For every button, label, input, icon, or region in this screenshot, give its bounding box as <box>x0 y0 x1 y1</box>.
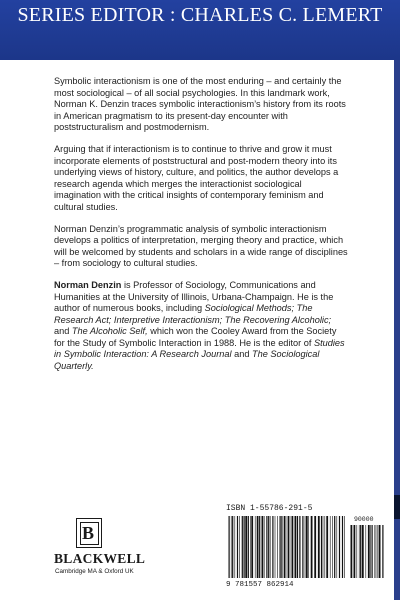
barcode-bar <box>359 525 360 578</box>
journal-title-2: The Sociological Quarterly. <box>54 349 320 372</box>
barcode-bar <box>302 516 303 578</box>
barcode-bar <box>264 516 265 578</box>
publisher-logo <box>54 518 146 598</box>
barcode-bar <box>360 525 361 578</box>
barcode-bar <box>244 516 245 578</box>
barcode-bar <box>255 516 256 578</box>
barcode-bar <box>354 525 356 578</box>
barcode-bar <box>306 516 308 578</box>
journal-title-1: Studies in Symbolic Interaction: A Research Journal <box>54 337 345 360</box>
barcode-bar <box>378 525 379 578</box>
barcode-bar <box>229 516 230 578</box>
blurb-paragraph-1: Symbolic interactionism is one of the most enduring – and certainly the most sociological – of all social psychologies. In this landmark work, Norman K. Denzin traces symbolic interactionism’s history from its roots in American pragmatism to its present-day encounter with poststructuralism and postmodernism. <box>54 76 346 133</box>
barcode-bar <box>308 516 309 578</box>
barcode-bar <box>277 516 278 578</box>
book-titles-1: Sociological Methods; The Research Act; Interpretive Interactionism; The Recovering Alcoholic; <box>54 303 332 325</box>
bio-text-2: and <box>54 326 72 337</box>
barcode-bar <box>237 516 238 578</box>
book-title-alcoholic-self: The Alcoholic Self, <box>71 326 148 337</box>
barcode-bar <box>311 516 313 578</box>
barcode-bar <box>339 516 340 578</box>
barcode-bar <box>248 516 249 578</box>
barcode-bar <box>259 516 260 578</box>
barcode-bar <box>272 516 273 578</box>
price-code: 90000 <box>354 516 374 523</box>
ean-barcode <box>228 516 346 578</box>
barcode-bar <box>375 525 376 578</box>
barcode-bar <box>235 516 236 578</box>
blurb-paragraph-3: Norman Denzin’s programmatic analysis of symbolic interactionism develops a politics of interpretation, merging theory and practice, which will be welcomed by students and scholars in a wide range of disciplines – from sociology to cultural studies. <box>54 223 348 269</box>
barcode-bar <box>242 516 243 578</box>
blurb-text <box>54 76 348 383</box>
barcode-bar <box>330 516 331 578</box>
barcode-bar <box>231 516 232 578</box>
barcode-bar <box>362 525 364 578</box>
barcode-bar <box>239 516 240 578</box>
barcode-bar <box>332 516 333 578</box>
barcode-bar <box>344 516 345 578</box>
barcode-bar <box>299 516 300 578</box>
author-name: Norman Denzin <box>54 279 122 290</box>
barcode-bar <box>288 516 289 578</box>
barcode-bar <box>295 516 297 578</box>
barcode-bar <box>382 525 383 578</box>
barcode-bar <box>351 525 353 578</box>
series-editor-heading: SERIES EDITOR : CHARLES C. LEMERT <box>17 4 383 26</box>
cover-edge-shadow <box>394 495 400 519</box>
barcode-bar <box>297 516 298 578</box>
barcode-bar <box>245 516 247 578</box>
barcode-bar <box>326 516 328 578</box>
barcode-bar <box>325 516 326 578</box>
barcode-bar <box>372 525 373 578</box>
blackwell-emblem-icon <box>76 518 102 548</box>
barcode-bar <box>270 516 271 578</box>
barcode-bar <box>337 516 338 578</box>
barcode-bar <box>280 516 281 578</box>
barcode-bar <box>232 516 233 578</box>
barcode-bar <box>368 525 370 578</box>
barcode-bar <box>281 516 282 578</box>
barcode-bar <box>370 525 371 578</box>
barcode-bar <box>257 516 259 578</box>
barcode-bar <box>376 525 377 578</box>
barcode-bar <box>290 516 291 578</box>
barcode-bar <box>287 516 288 578</box>
barcode-bar <box>284 516 286 578</box>
barcode-bar <box>292 516 294 578</box>
barcode-bar <box>334 516 335 578</box>
barcode-bar <box>275 516 276 578</box>
barcode-bar <box>262 516 264 578</box>
barcode-bar <box>357 525 358 578</box>
series-band <box>0 0 400 60</box>
isbn-barcode-block <box>226 504 376 594</box>
barcode-bar <box>250 516 251 578</box>
barcode-bar <box>323 516 324 578</box>
isbn-number: ISBN 1-55786-291-5 <box>226 504 313 513</box>
bio-text-1: is Professor of Sociology, Communications and Humanities at the University of Illinois, Urbana-Champaign. He is the author of numerous books, including <box>54 279 334 314</box>
publisher-name: BLACKWELL <box>54 551 146 566</box>
barcode-digits: 9 781557 862914 <box>226 581 294 589</box>
bio-text-3: which won the Cooley Award from the Society for the Study of Symbolic Interaction in 1988. He is the editor of <box>54 326 337 348</box>
barcode-bar <box>266 516 267 578</box>
barcode-bar <box>251 516 253 578</box>
author-bio <box>54 280 348 373</box>
publisher-place: Cambridge MA & Oxford UK <box>55 568 134 575</box>
barcode-bar <box>321 516 322 578</box>
barcode-bar <box>268 516 269 578</box>
addon-barcode <box>350 525 384 578</box>
barcode-bar <box>314 516 316 578</box>
bio-text-4: and <box>231 349 252 360</box>
barcode-bar <box>318 516 320 578</box>
barcode-bar <box>379 525 381 578</box>
barcode-bar <box>342 516 343 578</box>
barcode-bar <box>305 516 306 578</box>
blurb-paragraph-2: Arguing that if interactionism is to continue to thrive and grow it must incorporate elements of poststructural and post-modern theory into its underlying views of history, culture, and politics, the author develops a research agenda which merges the interactionist sociological imagination with the critical insights of contemporary feminism and cultural studies. <box>54 143 339 212</box>
barcode-bar <box>366 525 367 578</box>
cover-edge <box>394 60 400 600</box>
